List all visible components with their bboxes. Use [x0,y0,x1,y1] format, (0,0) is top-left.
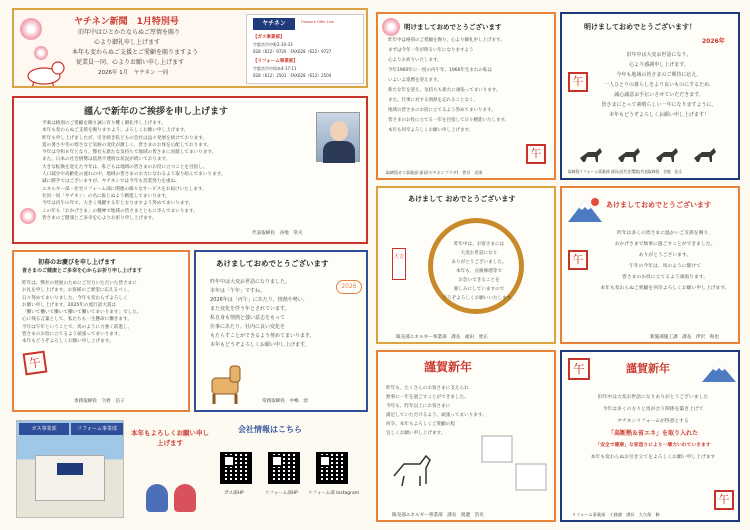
masthead: ヤチネン新聞 1月特別号 [74,17,179,27]
header-line-1: 旧年中はひとかたならぬご厚情を賜り [78,29,181,36]
president-paragraph: エネルギー部・住宅リフォーム部に関連の様々なサービスをお届けいたします。 [42,186,207,192]
sales-4-line: ヤチネンリフォームが得意とする [617,419,689,424]
reform-dept-sign: リフォーム事業部 [71,423,123,435]
sales-3-signature: 販売部エネルギー事業部 課長 渡邊 浩史 [392,513,484,518]
new-year-greeting-text: 本年もよろしくお願い申し上げます [131,429,209,447]
president-paragraph: 人口減少や高齢化の流れの中、地域の皆さまのお力になれるよう取り組んでまいります。 [42,172,226,178]
horse-stamp-icon: 午 [568,250,588,270]
president-paragraph: 社員一同「ヤチネン」の名に恥じぬよう精進してまいります。 [42,193,171,199]
date-line: 2026年 1月 ヤチネン 一同 [98,70,169,76]
jomu-greeting-panel [194,250,368,412]
sales-1-line: ありがとうございました。 [451,260,507,265]
sales-1-line: どうぞよろしくお願いいたします。 [442,296,516,301]
jomu-title: あけましておめでとうございます [216,259,329,268]
plum-blossom-icon [20,18,42,40]
sales-4-body [570,392,736,464]
sales-2-line: ありがとうございます。 [638,253,692,258]
sales-4-highlight-line: 「高断熱＆省エネ」を取り入れた [607,430,698,437]
company-logo: ヤチネン [253,18,295,30]
sales-1-line: 楽しみにしていますので [453,287,505,292]
senmu-line: 本年もどうぞよろしくお願い申し上げます。 [22,339,114,345]
sales-3-line: 満足していただけるよう、頑張ってまいります。 [386,413,487,418]
reform-instagram-label: リフォーム部 Instagram [308,491,360,496]
president-body [42,120,312,222]
sales-3-line: 何卒、本年もよろしくご愛顧の程 [386,422,455,427]
president-paragraph: 本年も変わらぬご支援を賜りますよう、よろしくお願い申し上げます。 [42,128,189,134]
reform-dept-line: 皆さまにとって素晴らしい一年になりますように。 [601,102,717,108]
senmu-line: 心に残る言葉として、私たちも一生懸命に働きます。 [22,317,132,323]
sales-4-line: 本年も変わらぬお引き立てをよろしくお願い申し上げます [590,455,716,460]
senmu-line: 今年は午年ということで、馬のように力強く前進し、 [22,324,133,330]
sales-1-line: 大変お世話になり [460,251,498,256]
sales-4-panel [560,350,740,522]
horse-mascot-icon [22,58,66,88]
gas-dept-line: 今年1960年に一度の丙午年、1966年生まれの私は [388,68,492,73]
sales-4-signature: リフォーム事業部 工務課 課長 大久保 修 [572,512,660,517]
sales-4-highlight-line: 「安全で健康」な家造りにより一層力いれていきます [595,443,711,448]
sales-1-line: お会いできることを [458,278,500,283]
horse-stamp-icon: 午 [568,358,590,380]
mount-fuji-icon [568,196,602,222]
header-line-3: 本年も変わらぬご支援とご愛顧を賜りますよう [72,49,199,56]
year-badge: 2026 [336,280,362,294]
sales-2-signature: 新施部施工課 課長 伊沢 和也 [650,335,719,340]
sales-1-signature: 販売部エネルギー事業部 課長 福田 欣正 [396,335,488,340]
gas-dept-line: まずは今年一年が明るい年になりますよう [388,48,474,53]
president-paragraph: 大きな転換を迎えた今年は、私どもは地域の皆さまのお役に立つことを目指し、 [42,164,208,170]
sales-1-line: 昨年中は、お客さまには [453,242,505,247]
gas-hp-label: ガス部HP [224,491,244,496]
president-paragraph: また、日本の社会情勢は依然不透明な状況が続いております。 [42,157,171,163]
jomu-line: 昨年中は大変お世話になりました。 [210,279,291,285]
senmu-line: 昨年は、弊社の発展のためにご尽力いただいた皆さまに [22,281,137,286]
horse-stamp-icon: 午 [23,351,48,376]
jomu-line: もたらすことができるよう努めてまいります。 [210,333,315,339]
president-paragraph: 今年は丙午の年で、大きく飛躍する年となりますよう努めてまいります。 [42,201,194,207]
reform-hp-label: リフォーム部HP [265,491,298,496]
president-paragraph: 昨年も申し上げましたが、引き続き私どもの会社は益々発展を続けております。 [42,135,208,141]
sales-1-panel [376,186,556,344]
reform-instagram-qr-code[interactable] [316,452,348,484]
gas-office-label: 【ガス事業部】 [253,35,285,40]
sales-4-title: 謹賀新年 [626,362,670,375]
calligraphy-sheets-icon [480,434,550,494]
jomu-line: 2026年は「丙午」にあたり、情熱や勢い、 [210,297,308,303]
president-paragraph: 夏の暑さや冬の寒さなど気候の変化が激しく、皆さまのお体を心配しております。 [42,142,212,148]
senmu-title-2: 皆さまのご健康とご多幸を心からお祈り申し上げます [22,268,143,274]
president-paragraph: 皆さまのご健康とご多幸を心よりお祈り申し上げます。 [42,215,157,221]
sales-2-line: 昨年は多くの皆さまに温かいご支援を賜り、 [617,231,713,236]
sales-2-body [592,228,738,294]
gas-dept-line: 昨年中は格別のご愛顧を賜り、心より御礼申し上げます。 [388,38,505,43]
gas-dept-line: 本年も何卒よろしくお願い申し上げます。 [388,128,474,133]
company-info-heading: 会社情報はこちら [238,425,302,434]
senmu-line: 皆さまのお役に立てるよう頑張ってまいります。 [22,332,123,338]
header-line-2: 心より御礼申し上げます [94,39,161,46]
hinamatsuri-dolls-icon [142,478,202,514]
shop-photo [16,420,124,518]
mount-fuji-icon [702,358,736,382]
gas-dept-sign: ガス事業部 [19,423,69,435]
gas-dept-line: いよいよ還暦を迎えます。 [388,78,442,83]
reform-dept-line: 今年も地域の皆さまのご期待に応え、 [616,72,702,78]
jomu-signature: 常務取締役 中嶋 淳 [262,399,308,404]
reform-dept-panel [560,12,740,180]
sales-2-line: おかげさまで無事に過ごすことができました。 [614,242,716,247]
reform-dept-body [584,50,734,120]
reform-address: 宇都宮市中岡本4-17-11 [253,66,297,71]
gas-phone: 028（622）9720 FAX028（622）9727 [253,49,332,54]
horse-stamp-icon: 午 [714,490,734,510]
sales-2-panel [560,186,740,344]
sales-2-line: 本年も変わらぬご愛顧を何卒よろしくお願い申し上げます。 [600,286,730,291]
company-info-card [246,14,364,84]
president-paragraph: 今年は令和８年となり、弊社も新たな気持ちで地域の皆さまに貢献してまいります。 [42,150,217,156]
jomu-line: 本年もどうぞよろしくお願い申し上げます。 [210,342,310,348]
horse-stamp-icon: 午 [526,144,546,164]
sales-2-line: 午年の今年は、馬のように駆けて [629,264,701,269]
gas-dept-line: また、仕事に対する情熱を忘れることなく、 [388,98,478,103]
president-title: 謹んで新年のご挨拶を申し上げます [84,107,229,117]
logo-tagline: Firework Offer Line [301,20,334,24]
jomu-line: 私自身も情熱と強い意志をもって [210,315,286,321]
plum-blossom-icon [382,18,400,36]
horse-toy-icon [206,360,246,406]
president-signature: 代表取締役 谷地 常夫 [252,231,303,236]
sales-1-body [440,240,518,303]
reform-dept-line: 心より感謝申し上げます。 [629,62,689,68]
gas-dept-line: 心よりお祈りいたします。 [388,58,442,63]
sales-2-line: 皆さまのお役に立てるよう頑張ります。 [622,275,708,280]
sales-4-line: 今年は多くの方々と馬が合う関係を築き上げて [602,407,704,412]
sales-1-title: あけまして おめでとうございます [408,195,516,203]
reform-dept-year: 2026年 [702,38,725,45]
president-paragraph: この年も「おかげさま」の精神で地域の皆さまとともに歩んでまいります。 [42,208,198,214]
reform-dept-line: 旧年中は大変お世話になり、 [626,52,692,58]
gas-hp-qr-code[interactable] [220,452,252,484]
header-line-4: 従業員一同、心よりお願い申し上げます [76,59,185,66]
sales-1-line: 本年も、点検修理等で [456,269,502,274]
sales-3-line: 無事に一年を過ごすことができました。 [386,395,469,400]
senmu-line: 日々努めてまいりました。今年も変わらずよろしく [22,295,128,301]
horse-herd-icon [578,144,728,164]
sales-3-line: 昨年も、たくさんのお客さまに支えられ [386,386,469,391]
senmu-greeting-panel [12,250,190,412]
reform-dept-line: 誠心誠意お手伝いさせていただきます。 [614,92,704,98]
gas-dept-title: 明けましておめでとうございます [404,23,502,31]
sales-3-line: 今年も、昨年以上にお客さまに [386,404,451,409]
senmu-signature: 専務取締役 久野 信子 [74,399,125,404]
horse-sketch-icon [390,448,440,488]
daikichi-omikuji-icon: 大吉 [392,248,406,280]
jomu-line: 仕事にあたり、社内に良い変化を [210,324,286,330]
senmu-line: 「働いて働いて働いて働いて働いてまいります」でした。 [22,310,142,316]
reform-office-label: 【リフォーム事業部】 [253,59,298,64]
president-paragraph: 平素は格別のご愛顧を賜り誠に有り難く御礼申し上げます。 [42,121,166,126]
senmu-body [22,280,184,346]
header-panel [12,8,368,88]
reform-dept-signature: 取締役リフォーム事業部 部長(近代住環境)代表取締役 谷地 佳太 [568,169,683,174]
senmu-title-1: 初春のお慶びを申し上げます [38,259,117,266]
gas-dept-signature: 取締役ガス事業部 部長(ヤチネンプラザ) 菅谷 光則 [386,170,483,175]
reform-dept-line: 本年もどうぞよろしくお願い申し上げます！ [608,112,709,118]
sales-3-title: 謹賀新年 [424,360,473,374]
sales-3-panel [376,350,556,522]
senmu-line: お願い申し上げます。2025年の流行語大賞は [22,302,117,308]
sales-3-body [386,384,552,438]
president-paragraph: 誠に勝手ではございますが、ヤチネンでは今年も営業努力を重ね、 [42,179,180,185]
gas-dept-panel [376,12,556,180]
horse-stamp-icon: 午 [568,72,588,92]
senmu-line: お礼を申し上げます。お客様のご要望に応えるべく、 [22,288,132,294]
sales-4-line: 旧年中は大変お世話になりありがとうございました [597,395,709,400]
president-greeting-panel [12,96,368,244]
reform-dept-line: 一人ひとりの暮らしをより良いものにするため、 [604,82,714,88]
reform-hp-qr-code[interactable] [268,452,300,484]
reform-dept-title: 明けましておめでとうございます！ [584,23,696,31]
reform-phone: 028（612）2501 FAX028（612）2504 [253,73,332,78]
president-photo [316,112,360,162]
plum-blossom-icon [20,208,36,224]
sales-2-title: あけましておめでとうございます [606,201,711,209]
jomu-line: 本年は「午年」ですね。 [210,288,266,294]
sales-3-line: 宜しくお願い申し上げます。 [386,431,446,436]
gas-dept-body [388,36,550,136]
gas-address: 宇都宮市中野2-10-33 [253,42,293,47]
gas-dept-line: 新たな年を迎え、気持ちも新たに頑張ってまいります。 [388,88,501,93]
jomu-line: また変化を伴う年とされています。 [210,306,290,312]
gas-dept-line: 地域の皆さまのお役に立てるよう努めてまいります。 [388,108,496,113]
gas-dept-line: 皆さまのお役に立てる一年を目指して日々精進いたします。 [388,118,510,123]
promo-strip [12,418,368,522]
